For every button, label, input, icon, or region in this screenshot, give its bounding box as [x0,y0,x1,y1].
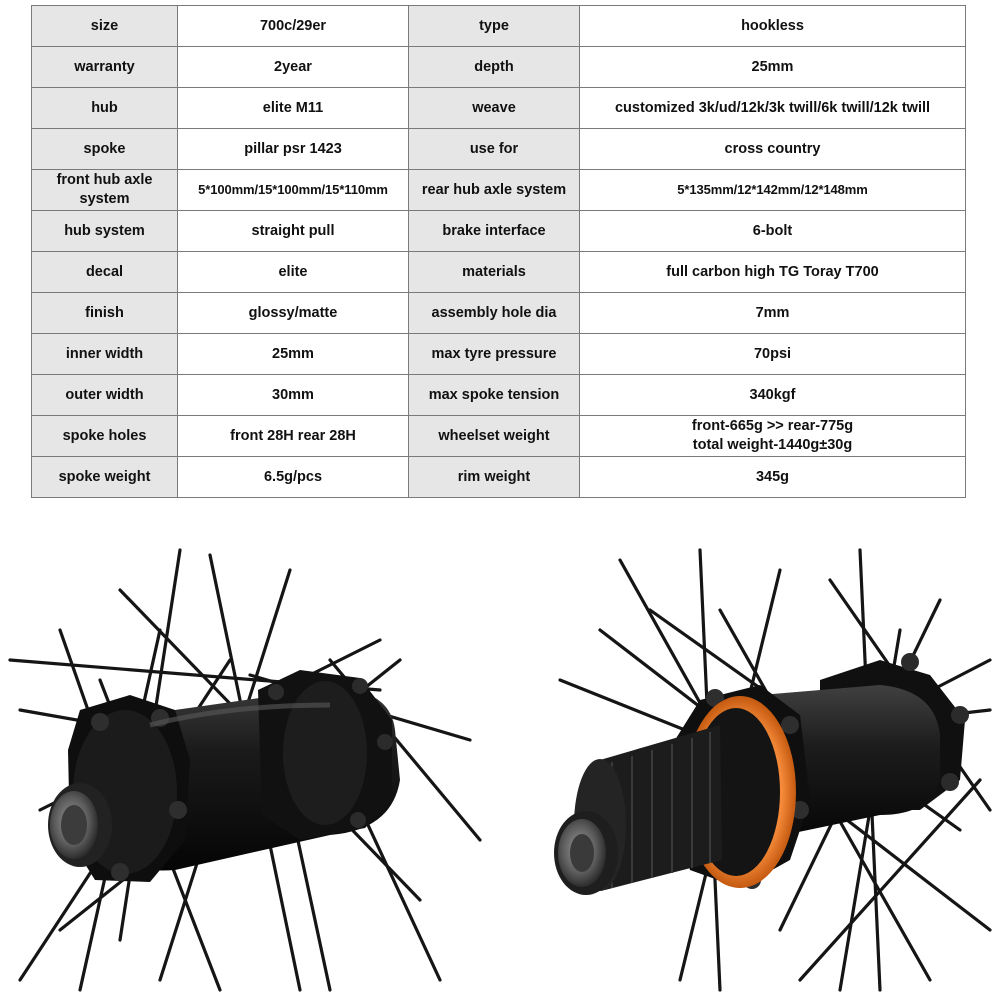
spec-value: 345g [580,457,966,498]
spec-row [32,457,966,498]
spec-label: use for [409,129,580,170]
spec-row [32,416,966,457]
spec-value [580,416,966,457]
spec-label: spoke holes [32,416,178,457]
spec-value-line: total weight-1440g±30g [692,437,853,453]
spec-label: spoke [32,129,178,170]
spec-value: pillar psr 1423 [178,129,409,170]
spec-row [32,6,966,47]
spec-value: elite M11 [178,88,409,129]
spec-value: glossy/matte [178,293,409,334]
spec-value: elite [178,252,409,293]
spec-value: 5*100mm/15*100mm/15*110mm [178,170,409,211]
spec-label: spoke weight [32,457,178,498]
spec-row [32,88,966,129]
spec-value: 2year [178,47,409,88]
spec-row [32,170,966,211]
spec-value: 25mm [580,47,966,88]
spec-label [32,170,178,211]
spec-value: customized 3k/ud/12k/3k twill/6k twill/12k twill [580,88,966,129]
spec-row [32,129,966,170]
spec-value: 6-bolt [580,211,966,252]
spec-label: hub [32,88,178,129]
spec-label: wheelset weight [409,416,580,457]
spec-label-line: system [79,191,130,207]
spec-row [32,375,966,416]
spec-row [32,47,966,88]
spec-label: rim weight [409,457,580,498]
spec-value: cross country [580,129,966,170]
spec-label: size [32,6,178,47]
spec-label: max tyre pressure [409,334,580,375]
spec-label: outer width [32,375,178,416]
spec-value: hookless [580,6,966,47]
spec-label: assembly hole dia [409,293,580,334]
spec-value: full carbon high TG Toray T700 [580,252,966,293]
spec-label: decal [32,252,178,293]
spec-label: depth [409,47,580,88]
spec-label: finish [32,293,178,334]
spec-label-line: front hub axle [56,172,153,188]
spec-row [32,293,966,334]
hub-photos [0,510,1000,992]
spec-label: warranty [32,47,178,88]
spec-row [32,211,966,252]
rear-hub-photo [554,550,990,990]
spec-label: brake interface [409,211,580,252]
spec-label: materials [409,252,580,293]
spec-label: inner width [32,334,178,375]
spec-label: hub system [32,211,178,252]
spec-value: 30mm [178,375,409,416]
front-hub-photo [10,550,480,990]
spec-value: 340kgf [580,375,966,416]
spec-value: 7mm [580,293,966,334]
spec-value: 6.5g/pcs [178,457,409,498]
spec-value: 700c/29er [178,6,409,47]
spec-value: 70psi [580,334,966,375]
spec-label: max spoke tension [409,375,580,416]
spec-value: straight pull [178,211,409,252]
spec-label: type [409,6,580,47]
spec-value: 5*135mm/12*142mm/12*148mm [580,170,966,211]
spec-label: rear hub axle system [409,170,580,211]
spec-label: weave [409,88,580,129]
spec-row [32,334,966,375]
spec-row [32,252,966,293]
spec-value: 25mm [178,334,409,375]
spec-value: front 28H rear 28H [178,416,409,457]
spec-table-body [32,6,966,498]
spec-value-line: front-665g >> rear-775g [691,418,854,434]
spec-table [31,5,966,498]
